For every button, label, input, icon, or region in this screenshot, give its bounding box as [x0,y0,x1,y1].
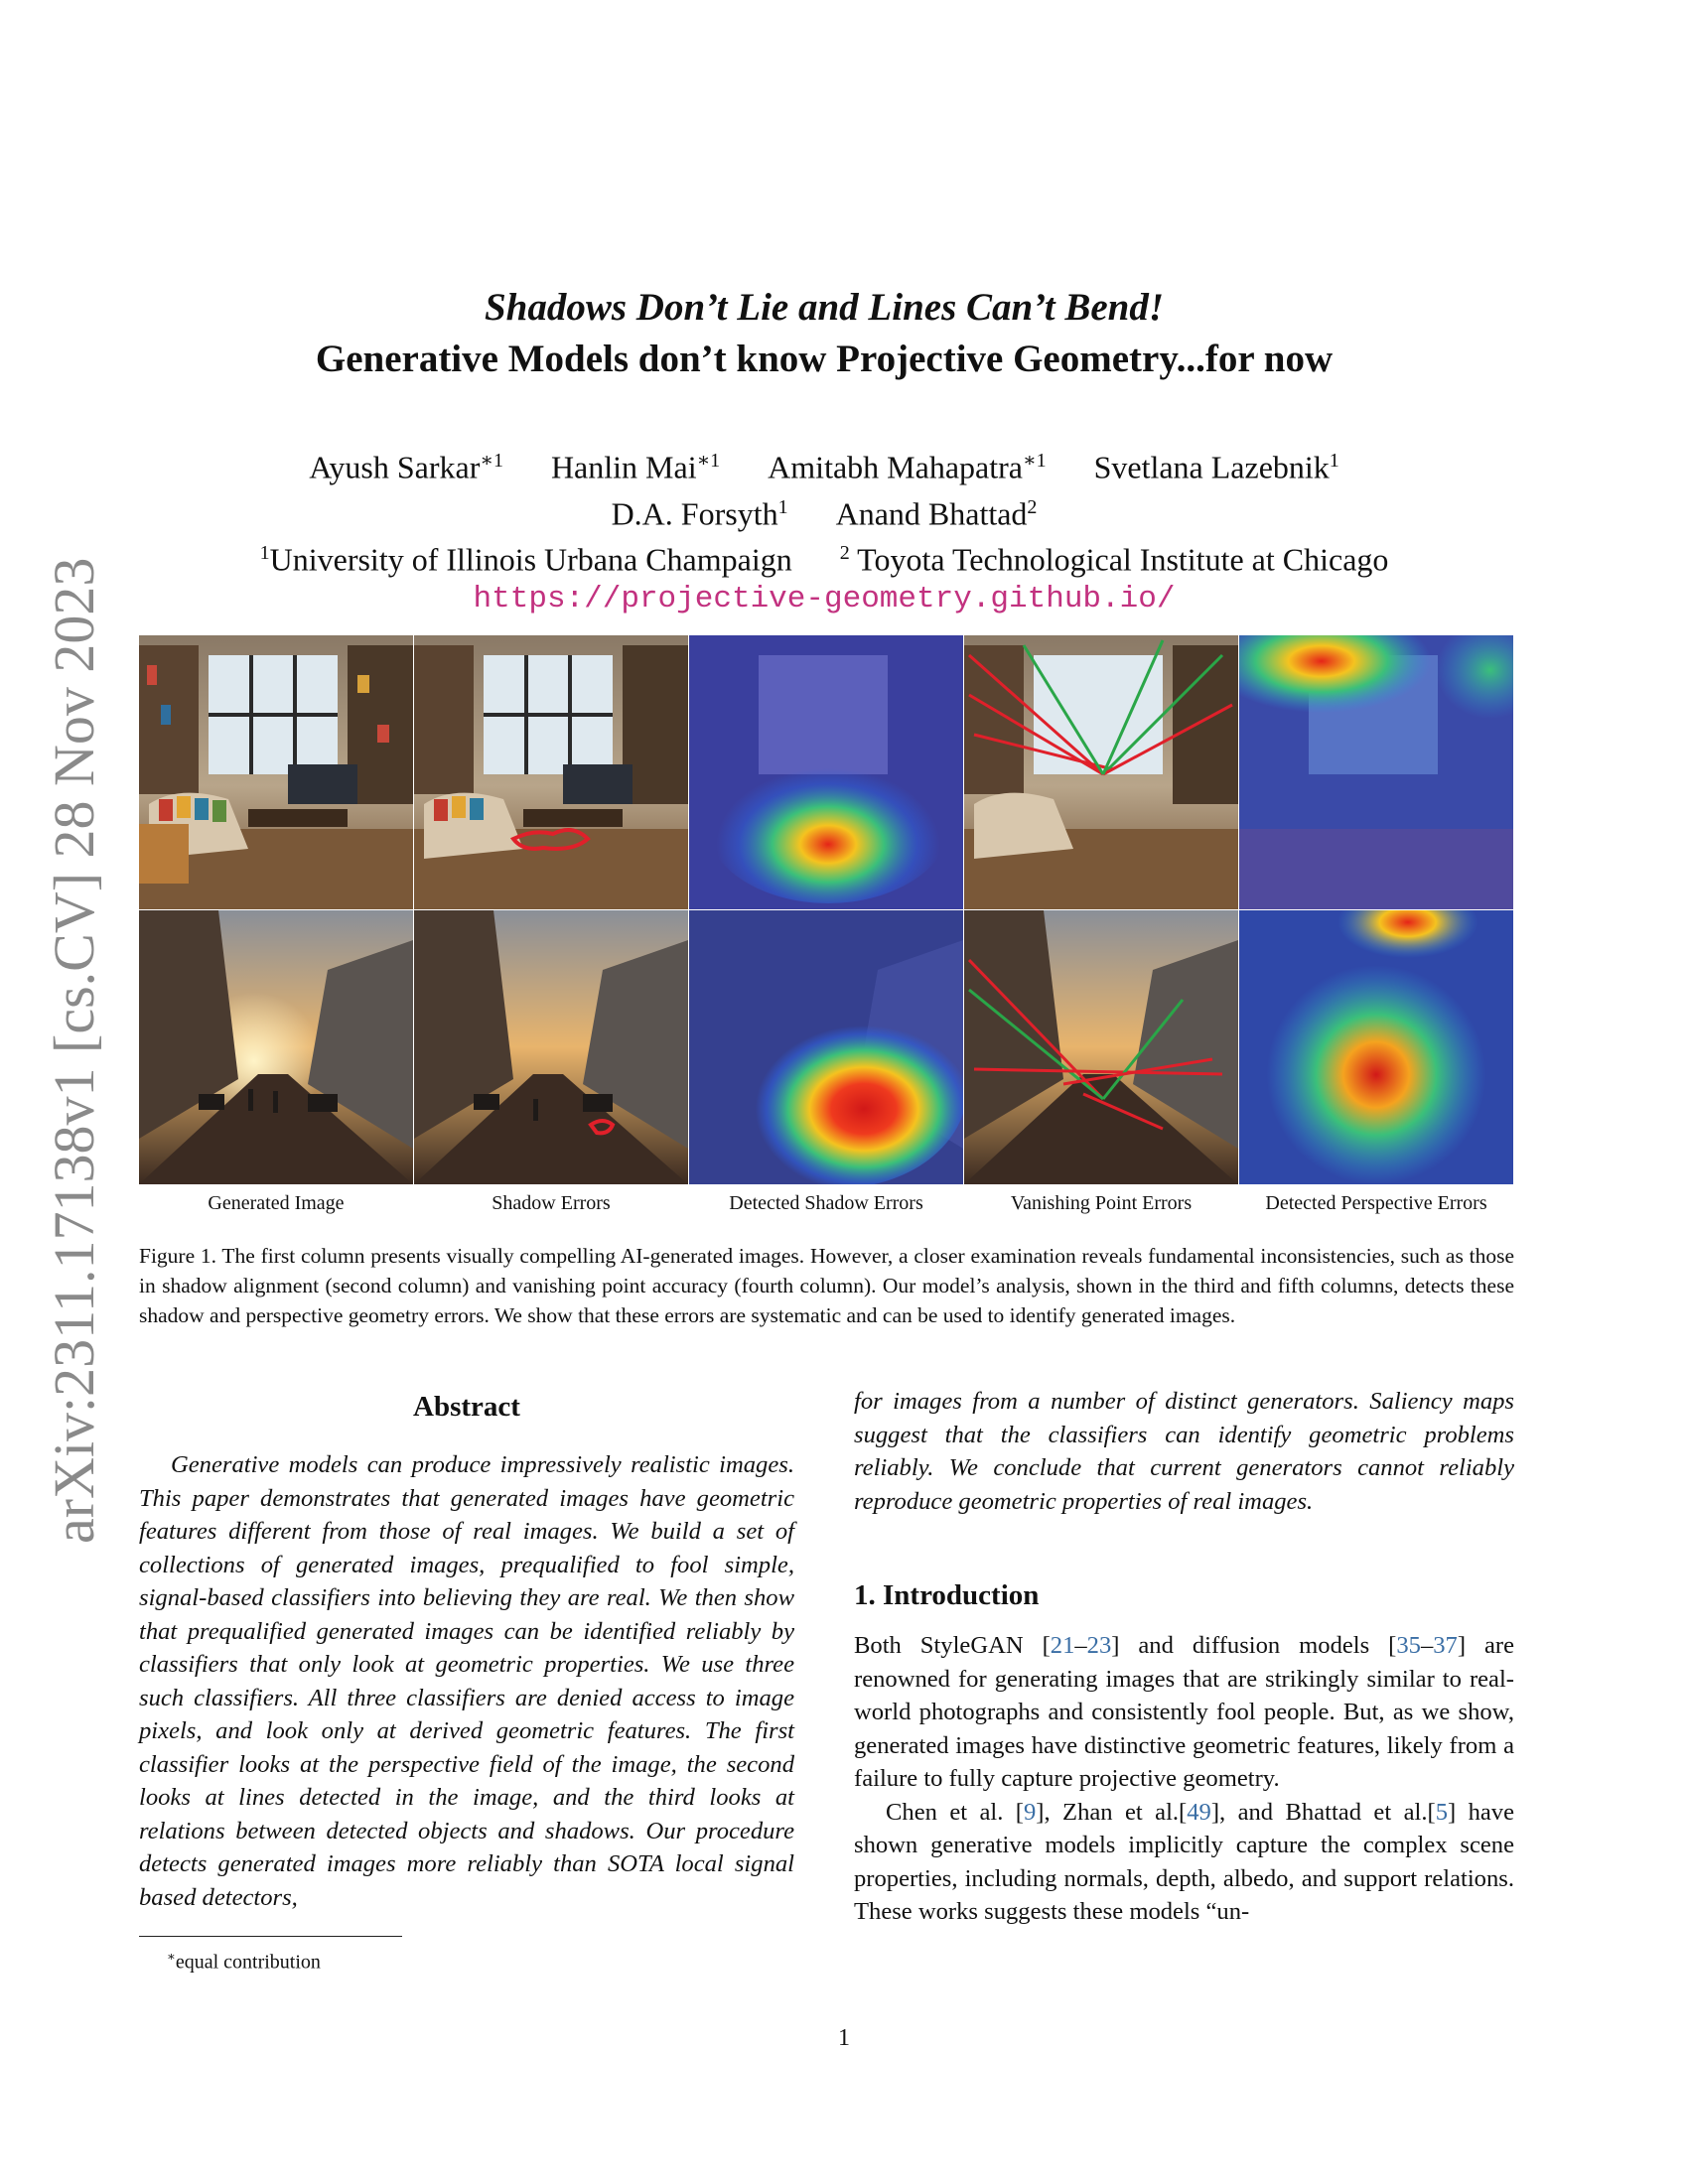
authors-row-2 [139,487,1509,534]
citation-link[interactable]: 35 [1396,1632,1421,1659]
citation-link[interactable]: 49 [1187,1798,1211,1826]
arxiv-stamp: arXiv:2311.17138v1 [cs.CV] 28 Nov 2023 [42,557,106,1544]
title-line-2: Generative Models don’t know Projective Geometry...for now [315,338,1334,380]
citation-link[interactable]: 5 [1435,1798,1448,1826]
author: Amitabh Mahapatra$^{∗1}$ [768,449,1047,485]
column-label: Detected Perspective Errors [1265,1192,1487,1214]
column-label: Detected Shadow Errors [729,1192,923,1214]
street-shadow-errors [414,910,688,1184]
abstract-heading: Abstract [413,1391,520,1423]
citation-link[interactable]: 23 [1086,1632,1112,1659]
author: Anand Bhattad$^2$ [835,495,1038,532]
left-column [139,1385,794,1914]
street-detected-shadow-errors [689,910,963,1184]
intro-paragraph-2: Chen et al. [9], Zhan et al.[49], and Bhattad et al.[5] have shown generative models implicitly capture the complex scene properties, including normals, depth, albedo, and support relations. These works suggests these models “un- [854,1798,1515,1925]
figure-1 [139,635,1514,1216]
title-line-1: Shadows Don’t Lie and Lines Can’t Bend! [484,286,1165,329]
introduction-heading: 1. Introduction [854,1579,1040,1611]
figure-caption: Figure 1. The first column presents visually compelling AI-generated images. However, a closer examination reveals fundamental inconsistencies, such as those in shadow alignment (second column) and vanishing point accuracy (fourth column). Our model’s analysis, shown in the third and fifth columns, detects these shadow and perspective geometry errors. We show that these errors are systematic and can be used to identify generated images. [139,1244,1514,1327]
interior-detected-perspective-errors [1239,635,1513,909]
paper-title [139,282,1509,385]
page-number: 1 [838,2025,850,2051]
author-block [139,441,1509,619]
column-label: Generated Image [208,1192,345,1214]
footnote: ∗equal contribution [167,1949,321,1974]
figure-column-labels [139,1190,1514,1216]
affiliation: $^1$University of Illinois Urbana Champaign [259,541,792,578]
citation-link[interactable]: 37 [1433,1632,1458,1659]
author: Hanlin Mai$^{∗1}$ [550,449,721,485]
citation-link[interactable]: 9 [1024,1798,1037,1826]
affiliation: $^2$ Toyota Technological Institute at Chicago [839,541,1389,578]
footnote-divider [139,1936,402,1937]
right-column [854,1385,1514,1929]
interior-generated-image [139,635,413,909]
interior-shadow-errors [414,635,688,909]
author: Svetlana Lazebnik$^1$ [1093,449,1339,485]
street-generated-image [139,910,413,1184]
abstract-continuation: for images from a number of distinct generators. Saliency maps suggest that the classifiers can identify geometric problems reliably. We conclude that current generators cannot reliably reproduce geometric properties of real images. [854,1388,1514,1515]
column-label: Shadow Errors [492,1192,611,1214]
abstract-text: Generative models can produce impressively realistic images. This paper demonstrates that generated images have geometric features different from those of real images. We build a set of collections of generated images, prequalified to fool simple, signal-based classifiers into believing they are real. We then show that prequalified generated images can be identified reliably by classifiers that only look at geometric properties. We use three such classifiers. All three classifiers are denied access to image pixels, and look only at derived geometric features. The first classifier looks at the perspective field of the image, the second looks at lines detected in the image, and the third looks at relations between detected objects and shadows. Our procedure detects generated images more reliably than SOTA local signal based detectors, [139,1451,794,1911]
author: Ayush Sarkar$^{∗1}$ [309,449,503,485]
citation-link[interactable]: 21 [1050,1632,1075,1659]
affiliations-row [139,533,1509,580]
figure-image-grid [139,635,1514,1184]
authors-row-1 [139,441,1509,487]
street-detected-perspective-errors [1239,910,1513,1184]
column-label: Vanishing Point Errors [1010,1192,1193,1214]
intro-paragraph-1: Both StyleGAN [21–23] and diffusion models [35–37] are renowned for generating images that are strikingly similar to real-world photographs and consistently fool people. But, as we show, generated images have distinctive geometric features, likely from a failure to fully capture projective geometry. [854,1632,1514,1792]
street-vanishing-point-errors [964,910,1238,1184]
interior-vanishing-point-errors [964,635,1238,909]
interior-detected-shadow-errors [689,635,963,909]
author: D.A. Forsyth$^1$ [611,495,788,532]
project-url-link[interactable]: https://projective-geometry.github.io/ [473,581,1176,616]
